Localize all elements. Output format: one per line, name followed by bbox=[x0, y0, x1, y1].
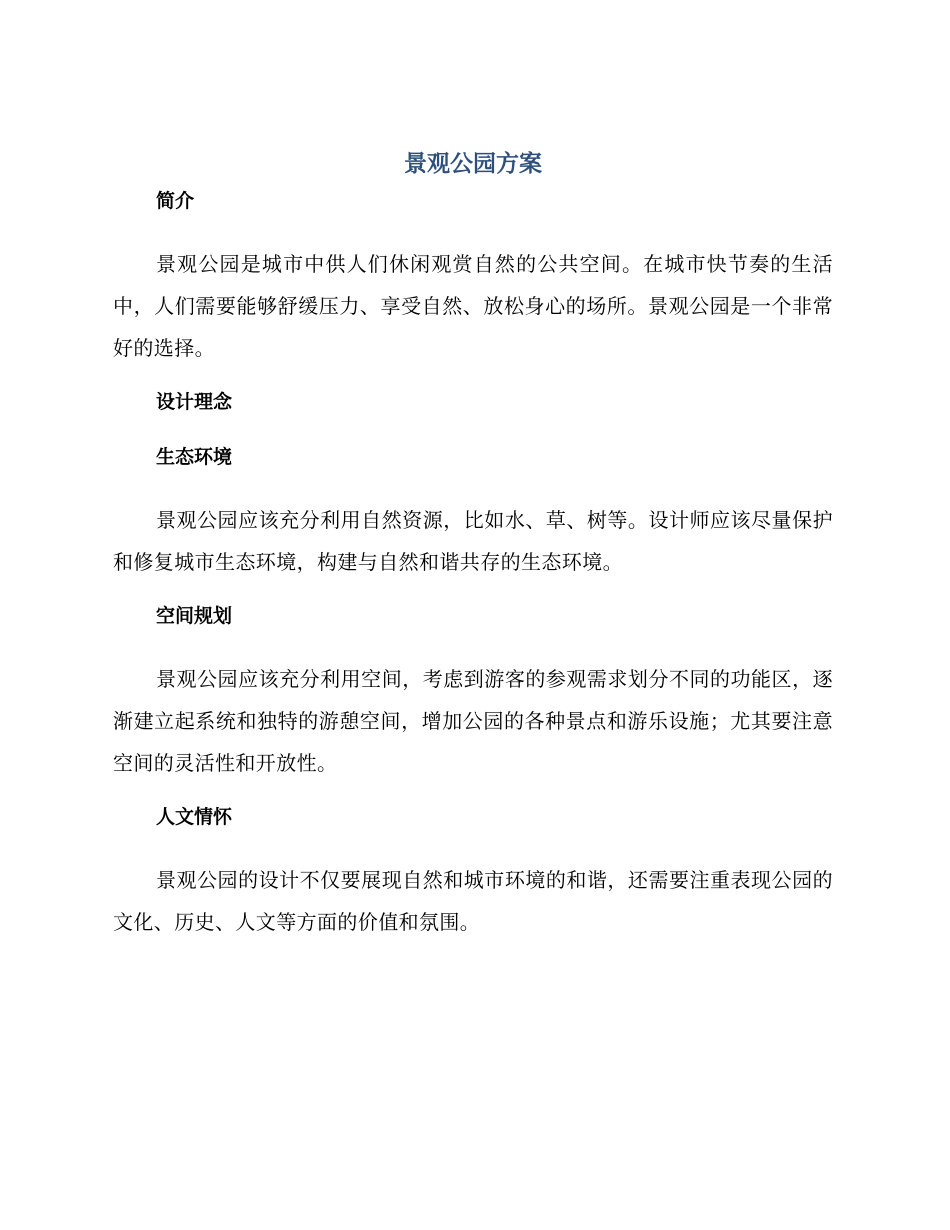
section-text-eco: 景观公园应该充分利用自然资源，比如水、草、树等。设计师应该尽量保护和修复城市生态环境，构建与自然和谐共存的生态环境。 bbox=[113, 508, 833, 574]
section-text-space: 景观公园应该充分利用空间，考虑到游客的参观需求划分不同的功能区，逐渐建立起系统和独特的游憩空间，增加公园的各种景点和游乐设施；尤其要注意空间的灵活性和开放性。 bbox=[113, 667, 833, 775]
document-title: 景观公园方案 bbox=[404, 151, 542, 177]
document-page bbox=[113, 146, 833, 943]
section-text-intro: 景观公园是城市中供人们休闲观赏自然的公共空间。在城市快节奏的生活中，人们需要能够舒缓压力、享受自然、放松身心的场所。景观公园是一个非常好的选择。 bbox=[113, 252, 833, 360]
section-heading-culture: 人文情怀 bbox=[156, 806, 233, 828]
section-heading-space: 空间规划 bbox=[156, 605, 233, 627]
section-heading-intro: 简介 bbox=[156, 190, 195, 212]
section-heading-design: 设计理念 bbox=[156, 391, 233, 413]
section-heading-eco: 生态环境 bbox=[156, 446, 233, 468]
section-text-culture: 景观公园的设计不仅要展现自然和城市环境的和谐，还需要注重表现公园的文化、历史、人文等方面的价值和氛围。 bbox=[113, 868, 833, 934]
